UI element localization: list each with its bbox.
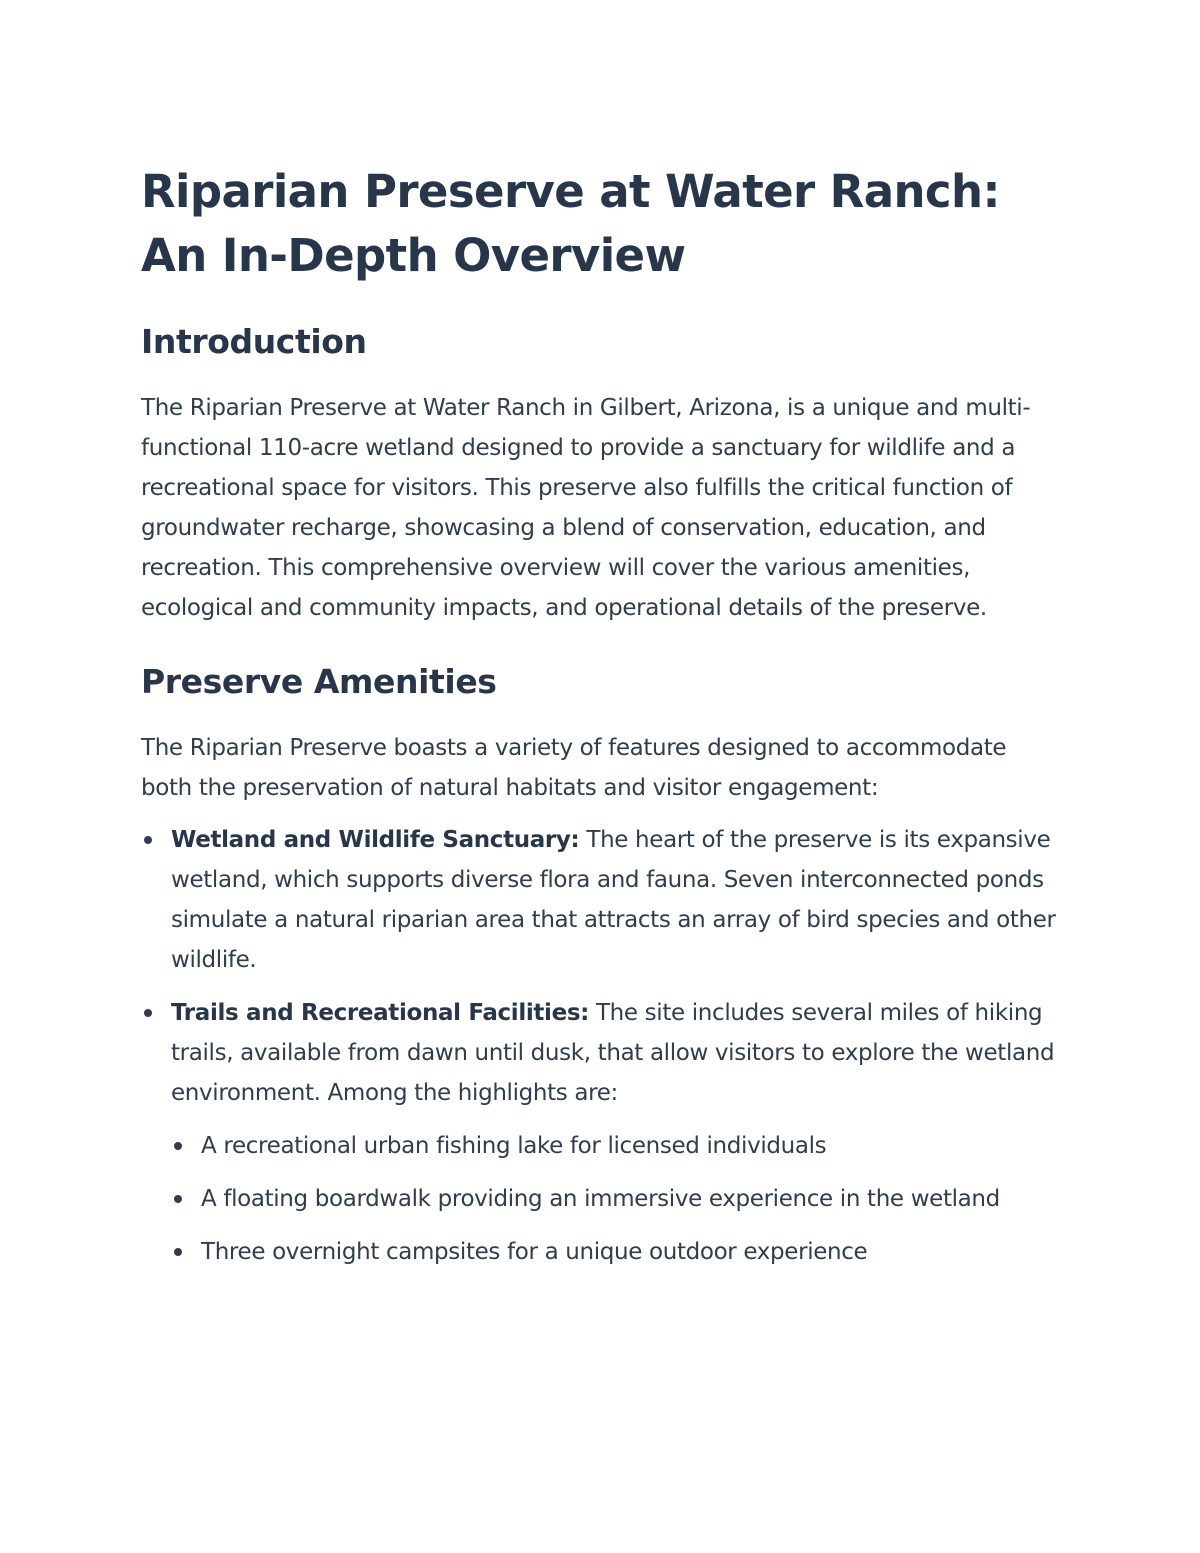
list-item-wetland-sanctuary [141,820,1061,980]
sublist-item-fishing-lake [171,1126,1061,1166]
bullet-icon [144,836,152,844]
highlights-sublist [171,1126,1061,1272]
sublist-item-text: A floating boardwalk providing an immersive experience in the wetland [201,1186,1000,1212]
amenities-heading: Preserve Amenities [141,662,497,701]
sublist-item-boardwalk [171,1179,1061,1219]
introduction-paragraph: The Riparian Preserve at Water Ranch in Gilbert, Arizona, is a unique and multi-functional 110-acre wetland designed to provide a sanctuary for wildlife and a recreational space for visitors. This preserve also fulfills the critical function of groundwater recharge, showcasing a blend of conservation, education, and recreation. This comprehensive overview will cover the various amenities, ecological and community impacts, and operational details of the preserve. [141,395,1031,621]
sublist-item-text: Three overnight campsites for a unique outdoor experience [201,1239,868,1265]
bullet-icon [174,1195,182,1203]
bullet-icon [144,1009,152,1017]
amenities-paragraph: The Riparian Preserve boasts a variety of features designed to accommodate both the preservation of natural habitats and visitor engagement: [141,735,1007,801]
list-item-trails-facilities [141,993,1061,1272]
document-title: Riparian Preserve at Water Ranch: An In-Depth Overview [141,165,1000,282]
sublist-item-campsites [171,1232,1061,1272]
list-item-term: Trails and Recreational Facilities: [171,1000,590,1026]
amenities-list [141,820,1061,1272]
list-item-text: The site includes several miles of hiking trails, available from dawn until dusk, that allow visitors to explore the wetland environment. Among the highlights are: [171,1000,1055,1106]
list-item-text: The heart of the preserve is its expansive wetland, which supports diverse flora and fauna. Seven interconnected ponds simulate a natural riparian area that attracts an array of bird species and other wildlife. [171,827,1056,973]
list-item-term: Wetland and Wildlife Sanctuary: [171,827,580,853]
sublist-item-text: A recreational urban fishing lake for licensed individuals [201,1133,827,1159]
introduction-heading: Introduction [141,322,367,361]
bullet-icon [174,1142,182,1150]
bullet-icon [174,1248,182,1256]
document-page [141,160,1061,1285]
